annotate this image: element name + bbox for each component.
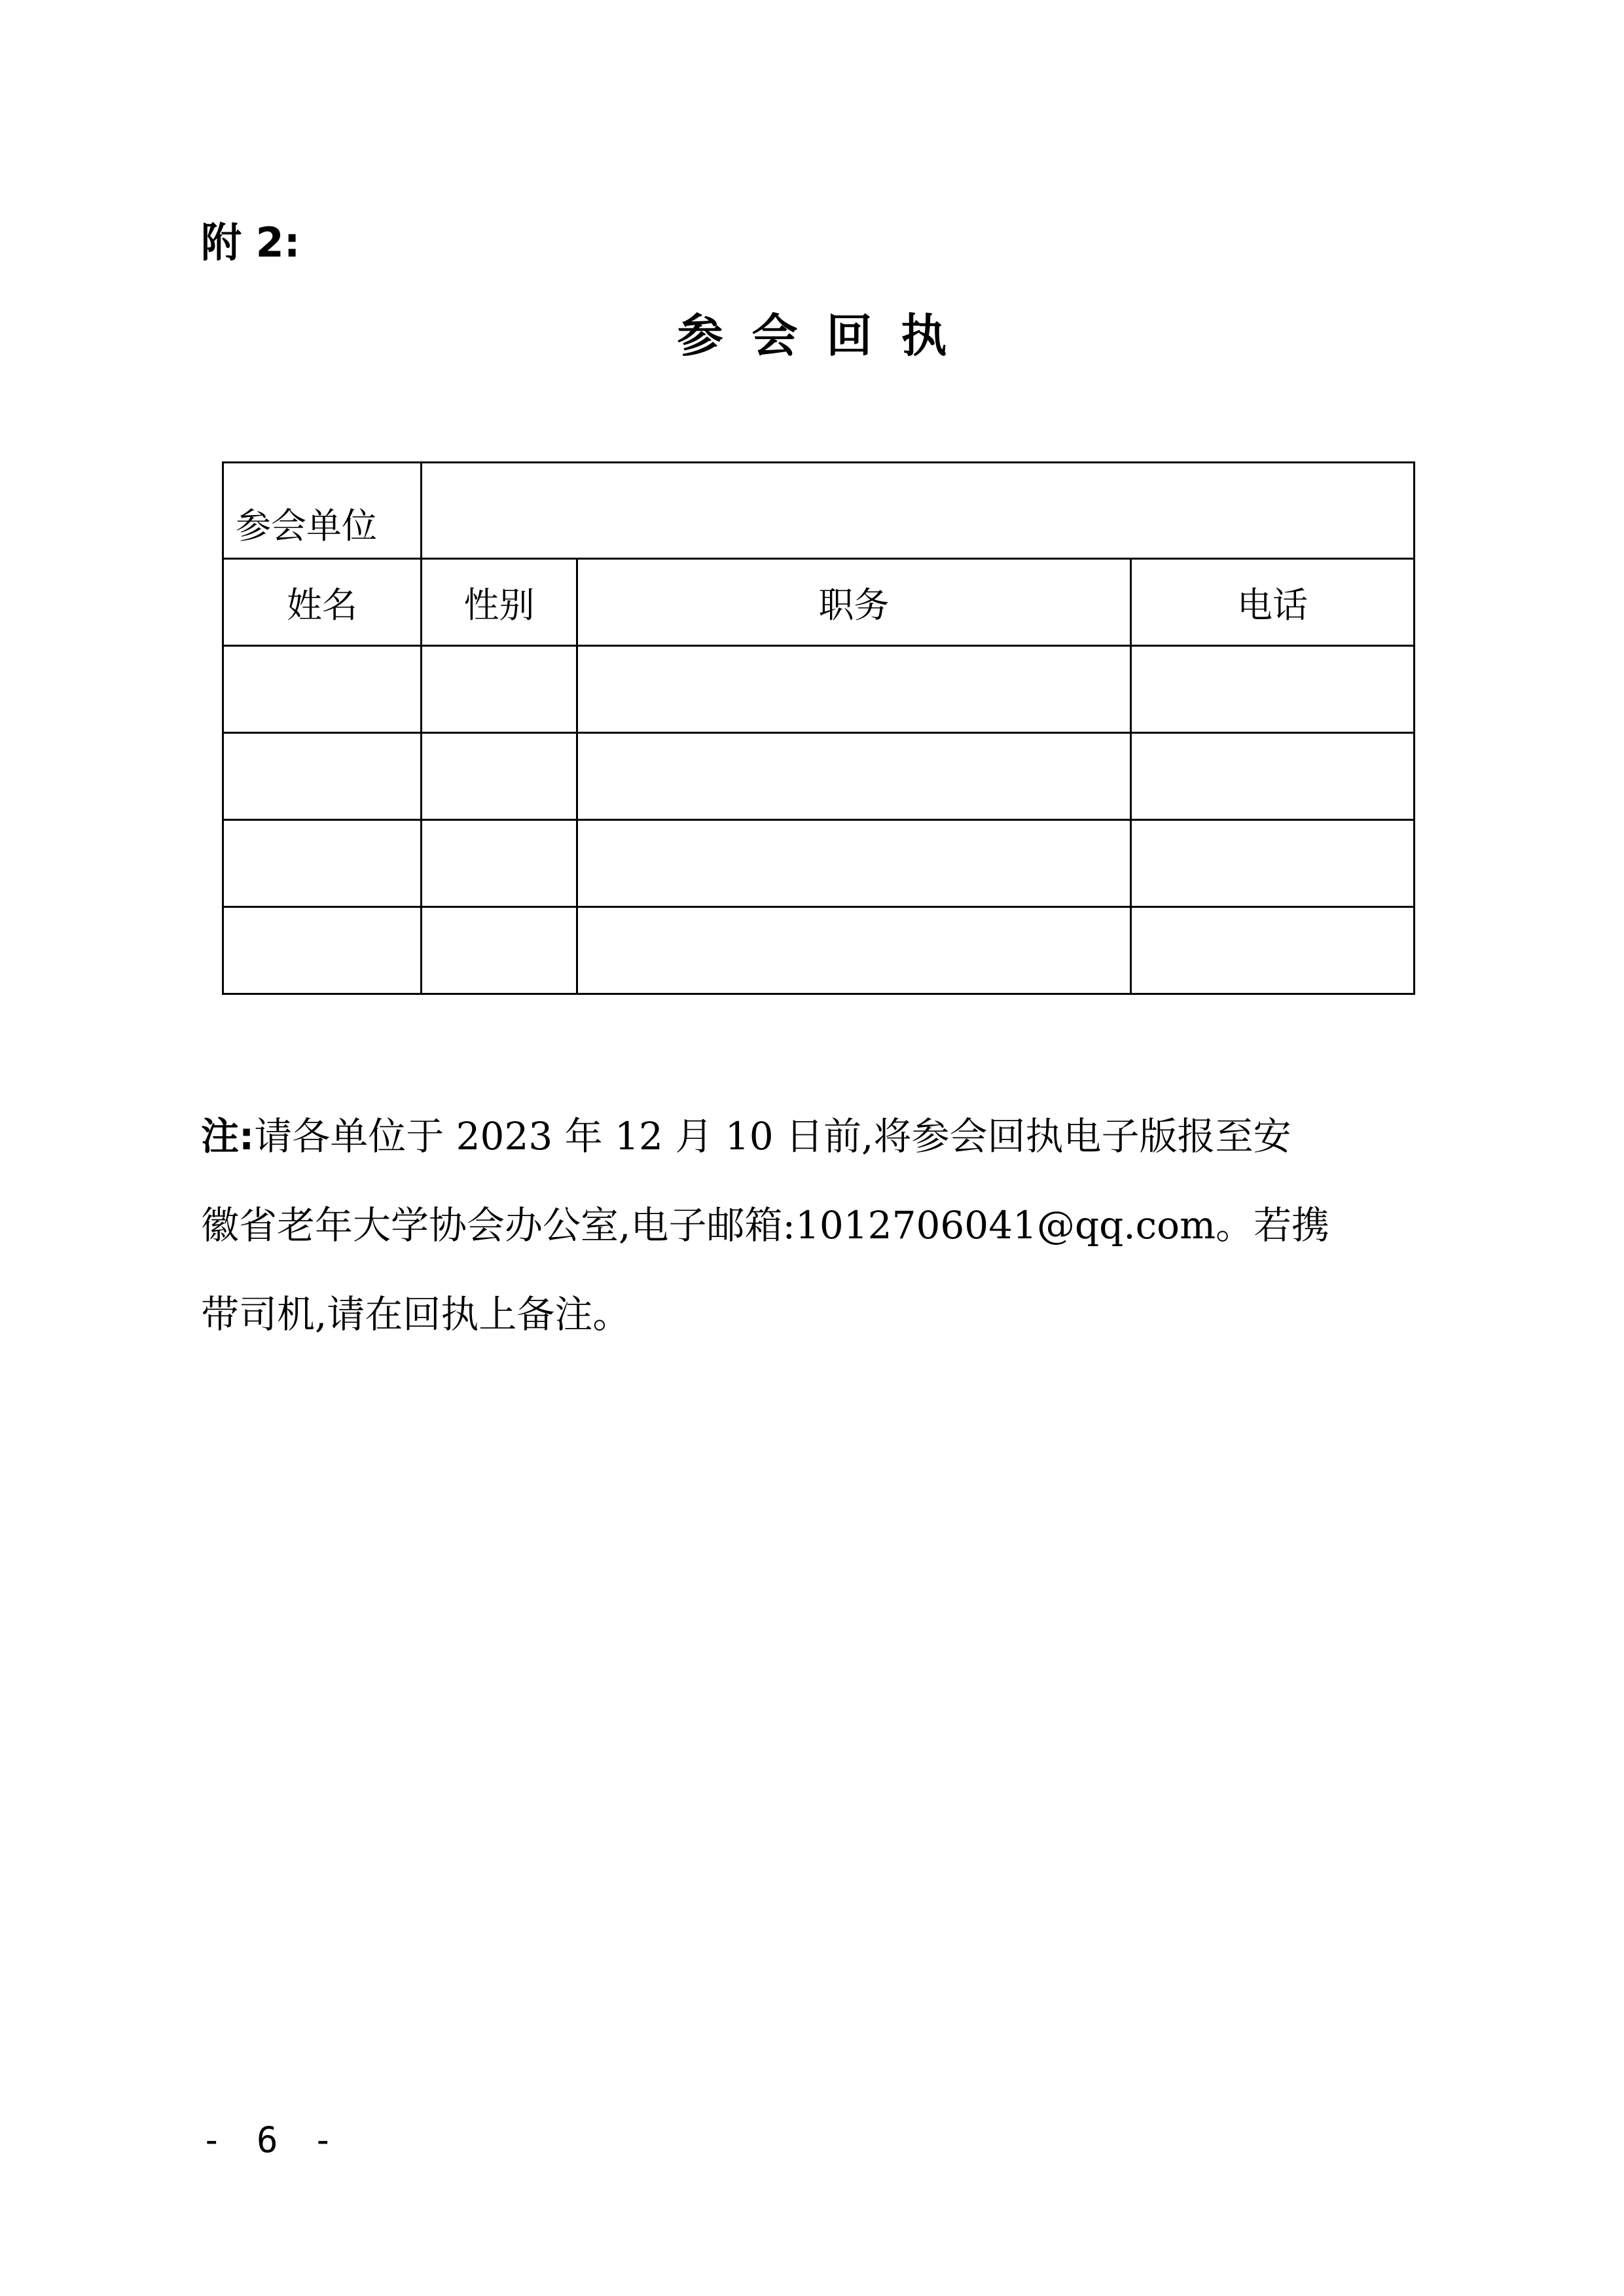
header-position: 职务 bbox=[577, 559, 1131, 646]
cell-position[interactable] bbox=[577, 907, 1131, 994]
cell-gender[interactable] bbox=[422, 907, 577, 994]
page-number: - 6 - bbox=[201, 2119, 340, 2161]
attachment-label: 附 2: bbox=[201, 219, 300, 266]
note-line-3: 带司机,请在回执上备注。 bbox=[201, 1292, 631, 1336]
note-line-2: 徽省老年大学协会办公室,电子邮箱:1012706041@qq.com。若携 bbox=[201, 1203, 1330, 1247]
table-row bbox=[223, 646, 1415, 733]
cell-phone[interactable] bbox=[1131, 733, 1415, 820]
header-gender: 性别 bbox=[422, 559, 577, 646]
unit-value-cell[interactable] bbox=[422, 463, 1415, 559]
note-line-1 bbox=[201, 1092, 1445, 1181]
cell-phone[interactable] bbox=[1131, 820, 1415, 907]
cell-gender[interactable] bbox=[422, 820, 577, 907]
note-text-1: 请各单位于 2023 年 12 月 10 日前,将参会回执电子版报至安 bbox=[254, 1114, 1291, 1158]
cell-phone[interactable] bbox=[1131, 646, 1415, 733]
cell-name[interactable] bbox=[223, 733, 422, 820]
header-phone: 电话 bbox=[1131, 559, 1415, 646]
header-name: 姓名 bbox=[223, 559, 422, 646]
table-row bbox=[223, 907, 1415, 994]
cell-position[interactable] bbox=[577, 733, 1131, 820]
cell-gender[interactable] bbox=[422, 646, 577, 733]
document-title: 参会回执 bbox=[677, 309, 976, 363]
reply-form-table bbox=[222, 461, 1415, 995]
cell-name[interactable] bbox=[223, 820, 422, 907]
cell-gender[interactable] bbox=[422, 733, 577, 820]
cell-position[interactable] bbox=[577, 820, 1131, 907]
cell-position[interactable] bbox=[577, 646, 1131, 733]
note-label: 注: bbox=[201, 1114, 255, 1158]
unit-label-cell: 参会单位 bbox=[223, 463, 422, 559]
cell-name[interactable] bbox=[223, 646, 422, 733]
unit-row bbox=[223, 463, 1415, 559]
table-row bbox=[223, 820, 1415, 907]
header-row bbox=[223, 559, 1415, 646]
cell-name[interactable] bbox=[223, 907, 422, 994]
table-row bbox=[223, 733, 1415, 820]
cell-phone[interactable] bbox=[1131, 907, 1415, 994]
note-paragraph bbox=[201, 1092, 1445, 1359]
